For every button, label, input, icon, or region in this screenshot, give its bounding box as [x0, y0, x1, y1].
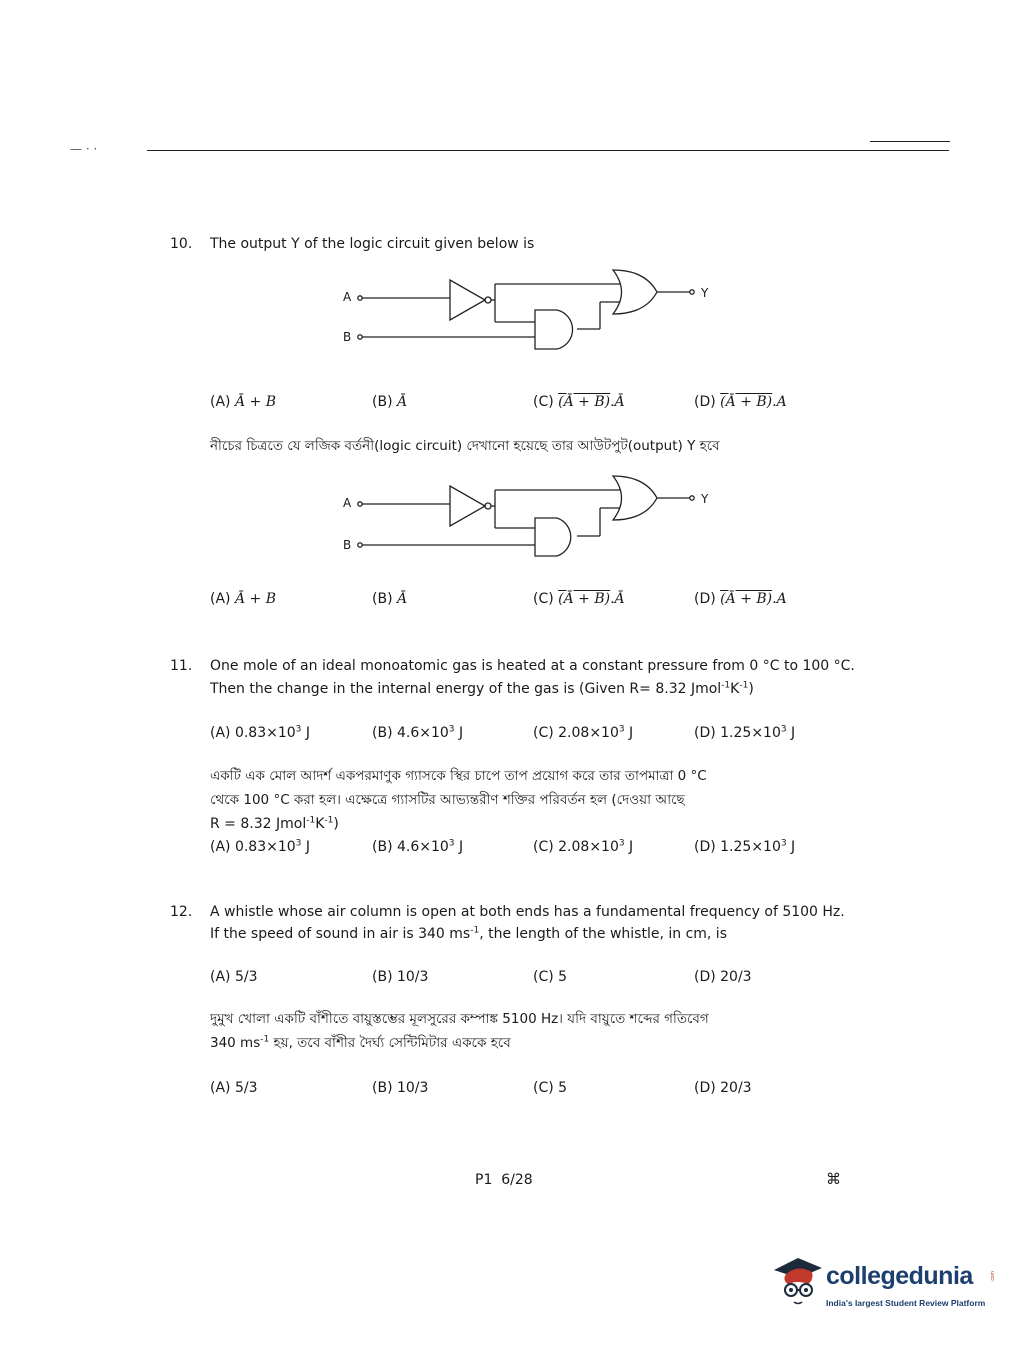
question-12-text-bengali-line2: 340 $ms^{-1}$ হয়, তবে বাঁশীর দৈর্ঘ্য সেন্টিমিটার এককে হবে: [210, 1034, 511, 1051]
input-b-label: B: [343, 538, 352, 552]
q10-option-b: (B) Ā: [372, 591, 408, 607]
question-11-number: 11.: [170, 658, 193, 674]
collegedunia-logo[interactable]: [768, 1250, 998, 1320]
question-11-text-line1: One mole of an ideal monoatomic gas is heated at a constant pressure from 0 °C to 100 °C.: [210, 658, 855, 674]
input-b-terminal: [358, 335, 362, 339]
q10-option-b: (B) Ā: [372, 394, 408, 410]
q11-option-d: (D) $1.25\times 10^3$ J: [694, 724, 796, 741]
question-11-text-line2: Then the change in the internal energy of the gas is (Given R= 8.32 $Jmol^{-1}K^{-1}$): [210, 680, 754, 697]
question-12-text-line2: If the speed of sound in air is 340 $ms^{-1}$, the length of the whistle, in cm, is: [210, 925, 727, 942]
input-a-label: A: [343, 290, 352, 304]
q12-option-d: (D) 20/3: [694, 1080, 752, 1096]
q11-option-b: (B) $4.6\times 10^3$ J: [372, 724, 464, 741]
q12-option-a: (A) 5/3: [210, 1080, 258, 1096]
input-a-terminal: [358, 296, 362, 300]
q11-option-c: (C) $2.08\times 10^3$ J: [533, 838, 634, 855]
q12-option-a: (A) 5/3: [210, 969, 258, 985]
q10-option-d: (D) (Ā + B).A: [694, 591, 787, 607]
q11-option-a: (A) $0.83\times 10^3$ J: [210, 838, 310, 855]
output-y-label: Y: [701, 492, 709, 506]
q10-option-c: (C) (Ā + B).Ā: [533, 394, 625, 410]
page-number: P1 6/28: [475, 1172, 533, 1188]
logic-circuit-diagram-bengali: [335, 468, 735, 558]
q11-option-a: (A) $0.83\times 10^3$ J: [210, 724, 310, 741]
logo-tagline: India's largest Student Review Platform: [826, 1298, 986, 1308]
question-10-text: The output Y of the logic circuit given below is: [210, 236, 535, 252]
q12-option-c: (C) 5: [533, 969, 568, 985]
logic-circuit-diagram: [335, 262, 735, 352]
not-gate: [450, 280, 485, 320]
input-b-label: B: [343, 330, 352, 344]
question-10-text-bengali: নীচের চিত্রতে যে লজিক বর্তনী(logic circuit) দেখানো হয়েছে তার আউটপুট(output) Y হবে: [210, 438, 720, 454]
q10-option-c: (C) (Ā + B).Ā: [533, 591, 625, 607]
q12-option-b: (B) 10/3: [372, 1080, 429, 1096]
q10-option-a: (A) Ā + B: [210, 591, 276, 607]
question-11-text-bengali-line1: একটি এক মোল আদর্শ একপরমাণুক গ্যাসকে স্থির চাপে তাপ প্রয়োগ করে তার তাপমাত্রা 0 °C: [210, 768, 707, 784]
q11-option-b: (B) $4.6\times 10^3$ J: [372, 838, 464, 855]
q10-option-a: (A) Ā + B: [210, 394, 276, 410]
question-12-number: 12.: [170, 904, 193, 920]
mascot-icon: [768, 1250, 828, 1310]
q11-option-c: (C) $2.08\times 10^3$ J: [533, 724, 634, 741]
q11-option-d: (D) $1.25\times 10^3$ J: [694, 838, 796, 855]
output-y-terminal: [690, 290, 694, 294]
q12-option-c: (C) 5: [533, 1080, 568, 1096]
q12-option-d: (D) 20/3: [694, 969, 752, 985]
footer-symbol: ⌘: [826, 1170, 841, 1188]
header-rule-secondary: [870, 141, 950, 142]
logo-com: .com: [990, 1271, 996, 1282]
question-11-text-bengali-line3: R = 8.32 $Jmol^{-1}K^{-1}$): [210, 815, 339, 832]
q12-option-b: (B) 10/3: [372, 969, 429, 985]
output-y-label: Y: [701, 286, 709, 300]
header-rule: [147, 150, 949, 151]
q10-option-d: (D) (Ā + B).A: [694, 394, 787, 410]
input-a-label: A: [343, 496, 352, 510]
question-11-text-bengali-line2: থেকে 100 °C করা হল। এক্ষেত্রে গ্যাসটির আভ্যন্তরীণ শক্তির পরিবর্তন হল (দেওয়া আছে: [210, 792, 685, 808]
question-12-text-line1: A whistle whose air column is open at both ends has a fundamental frequency of 5100 Hz.: [210, 904, 845, 920]
logo-name: collegedunia: [826, 1262, 973, 1290]
question-10-number: 10.: [170, 236, 193, 252]
question-12-text-bengali-line1: দুমুখ খোলা একটি বাঁশীতে বায়ুস্তম্ভের মূলসুরের কম্পাঙ্ক 5100 Hz। যদি বায়ুতে শব্দের গতিবেগ: [210, 1011, 709, 1027]
or-gate: [613, 270, 657, 314]
and-gate: [535, 310, 573, 349]
header-dash: — · ·: [70, 142, 98, 156]
